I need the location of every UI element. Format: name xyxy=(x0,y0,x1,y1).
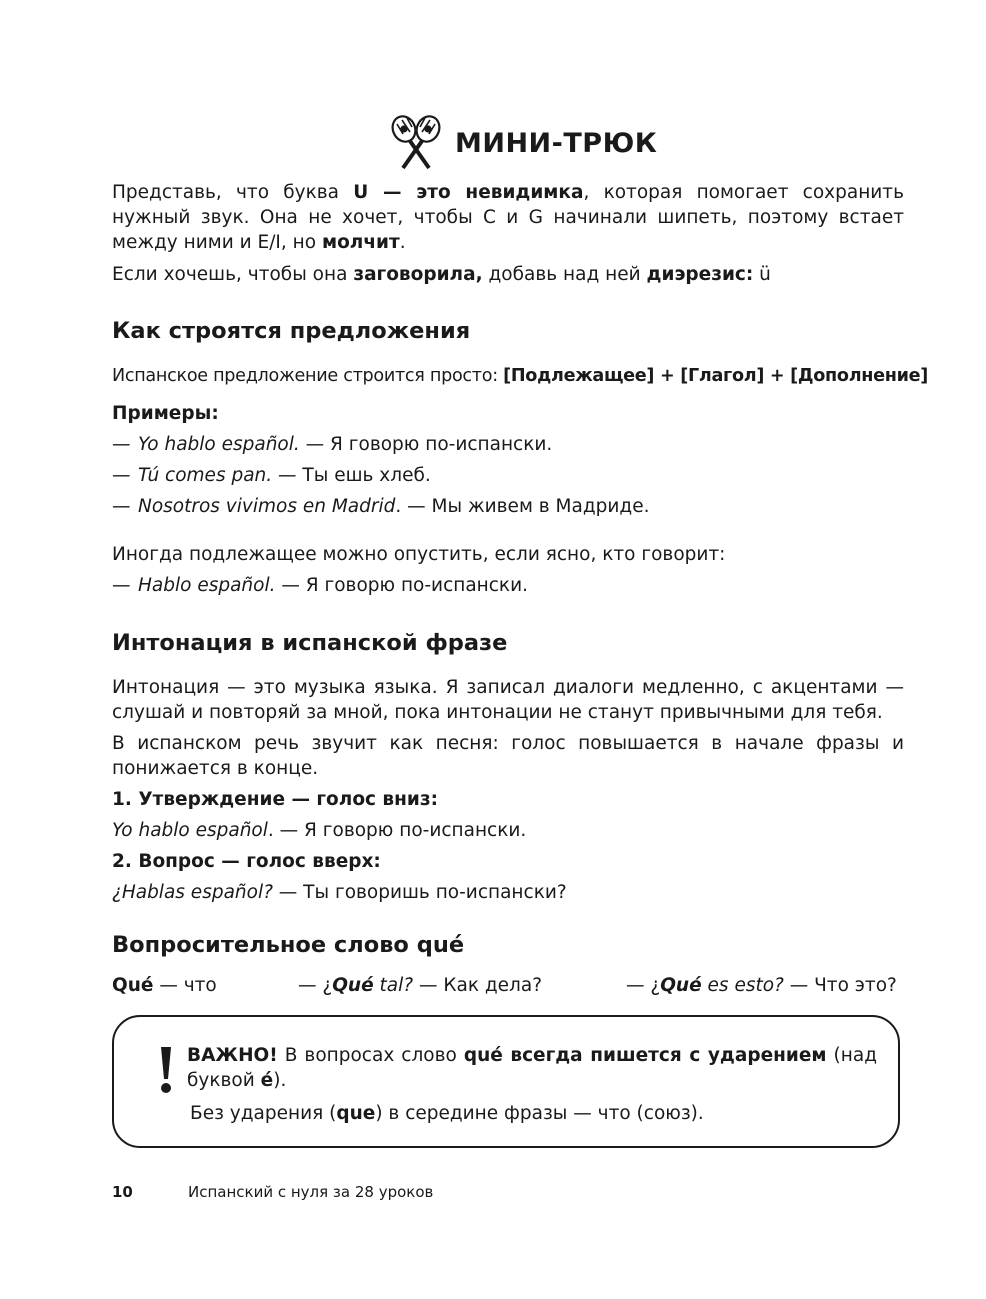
important-note-box xyxy=(112,1015,900,1148)
que-tal-example: — ¿Qué tal? — Как дела? xyxy=(298,975,543,996)
intonation-paragraph-2: В испанском речь звучит как песня: голос повышается в начале фразы и понижается в конце. xyxy=(112,733,904,779)
example-line-2: — Tú comes pan. — Ты ешь хлеб. xyxy=(112,465,431,486)
mini-trick-header xyxy=(385,112,657,174)
statement-label: 1. Утверждение — голос вниз: xyxy=(112,789,439,810)
question-example: ¿Hablas español? — Ты говоришь по-испански? xyxy=(112,882,567,903)
exclamation-icon xyxy=(158,1045,174,1095)
statement-example: Yo hablo español. — Я говорю по-испански. xyxy=(112,820,527,841)
que-es-esto-example: — ¿Qué es esto? — Что это? xyxy=(626,975,897,996)
sentences-intro: Испанское предложение строится просто: [Подлежащее] + [Глагол] + [Дополнение] xyxy=(112,366,929,386)
examples-label: Примеры: xyxy=(112,403,219,424)
intonation-heading: Интонация в испанской фразе xyxy=(112,630,508,656)
maracas-icon xyxy=(385,112,447,174)
omit-subject-text: Иногда подлежащее можно опустить, если ясно, кто говорит: xyxy=(112,544,726,565)
question-label: 2. Вопрос — голос вверх: xyxy=(112,851,381,872)
intonation-paragraph-1: Интонация — это музыка языка. Я записал диалоги медленно, с акцентами — слушай и повторяй за мной, пока интонации не станут привычными для тебя. xyxy=(112,677,904,723)
omit-example-line: — Hablo español. — Я говорю по-испански. xyxy=(112,575,529,596)
important-note-text: ВАЖНО! В вопросах слово qué всегда пишется с ударением (над буквой é). Без ударения (que) в середине фразы — что (союз). xyxy=(187,1045,877,1124)
que-heading: Вопросительное слово qué xyxy=(112,932,465,958)
example-line-3: — Nosotros vivimos en Madrid. — Мы живем в Мадриде. xyxy=(112,496,650,517)
mini-trick-title: МИНИ-ТРЮК xyxy=(455,127,658,159)
page-number: 10 xyxy=(112,1183,133,1201)
trick-paragraph-2: Если хочешь, чтобы она заговорила, добавь над ней диэрезис: ü xyxy=(112,264,771,285)
trick-paragraph-1: Представь, что буква U — это невидимка, которая помогает сохранить нужный звук. Она не хочет, чтобы C и G начинали шипеть, поэтому встает между ними и E/I, но молчит. xyxy=(112,182,904,253)
que-meaning: Qué — что xyxy=(112,975,217,996)
book-title: Испанский с нуля за 28 уроков xyxy=(188,1183,434,1201)
example-line-1: — Yo hablo español. — Я говорю по-испански. xyxy=(112,434,553,455)
sentences-heading: Как строятся предложения xyxy=(112,318,471,344)
que-examples-row xyxy=(112,975,904,1001)
